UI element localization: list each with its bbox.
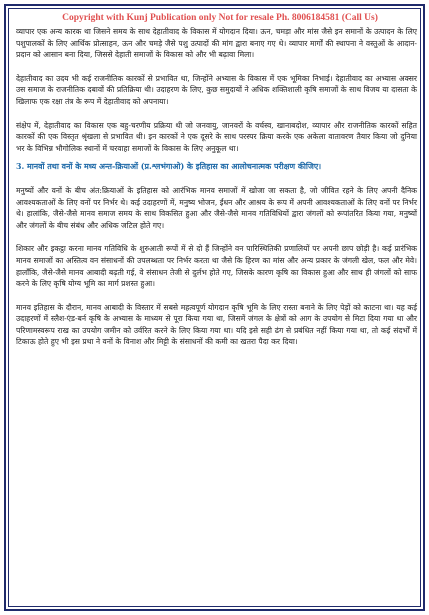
paragraph-forests: मनुष्यों और वनों के बीच अंत:क्रियाओं के इतिहास को आरंभिक मानव समाजों में खोजा जा सकता है, जो जीवित रहने के लिए अपनी दैनिक आवश्यकताओं के लिए वनों पर निर्भर थे। कई उदाहरणों में, मनुष्य भोजन, ईंधन और आश्रय के रूप में अपनी आवश्यकताओं के लिए वनों पर निर्भर थे। हालांकि, जैसे-जैसे मानव समाज समय के साथ विकसित हुआ और जैसे-जैसे मानव गतिविधियों द्वारा जंगलों को रूपांतरित किया गया, मनुष्यों और जंगलों के बीच संबंध और अधिक जटिल होते गए। xyxy=(16,185,417,230)
copyright-banner: Copyright with Kunj Publication only Not for resale Ph. 8006184581 (Call Us) xyxy=(62,13,378,23)
paragraph-politics: देहातीवाद का उदय भी कई राजनीतिक कारकों से प्रभावित था, जिन्होंने अभ्यास के विकास में एक भूमिका निभाई। देहातीवाद का अभ्यास अक्सर उस समाज के राजनीतिक दबावों की प्रतिक्रिया थी। उदाहरण के लिए, कुछ समुदायों ने अधिक शक्तिशाली कृषि समाजों के साथ विजय या दासता के खिलाफ एक रक्षा तंत्र के रूप में देहातीवाद को अपनाया। xyxy=(16,73,417,106)
question-heading: 3. मानवों तथा वनों के मध्य अन्त-क्रियाओं (प्र.श्लभंगाओ) के इतिहास का आलोचनात्मक परीक्षण कीजिए। xyxy=(16,162,322,172)
paragraph-hunting: शिकार और इकट्ठा करना मानव गतिविधि के शुरुआती रूपों में से दो हैं जिन्होंने वन पारिस्थितिकी प्रणालियों पर अपनी छाप छोड़ी है। कई प्रारंभिक मानव समाजों का अस्तित्व वन संसाधनों की उपलब्धता पर निर्भर करता था जैसे कि हिरण का मांस और अन्य प्रकार के जंगली खेल, फल और मेवे। हालाँकि, जैसे-जैसे मानव आबादी बढ़ती गई, वे संसाधन तेजी से दुर्लभ होते गए, जिसके कारण कृषि का विकास हुआ और साथ ही जंगलों को साफ करने के लिए कृषि योग्य भूमि का मार्ग प्रशस्त हुआ। xyxy=(16,244,417,289)
paragraph-trade: व्यापार एक अन्य कारक था जिसने समय के साथ देहातीवाद के विकास में योगदान दिया। ऊन, चमड़ा और मांस जैसे इन समानों के उत्पादन के लिए पशुपालकों के लिए आर्थिक प्रोत्साहन, ऊन और चमड़े जैसे पशु उत्पादों की मांग द्वारा बनाए गए थे। व्यापार मार्गों की स्थापना ने वस्तुओं के आदान-प्रदान को आसान बना दिया, जिससे देहाती समाजों के विकास को और भी बढ़ावा मिला। xyxy=(16,27,417,60)
paragraph-summary: संक्षेप में, देहातीवाद का विकास एक बहु-चरणीय प्रक्रिया थी जो जनवायु, जानवरों के वर्चस्व, खानाबदोश, व्यापार और राजनीतिक कारकों सहित कारकों की एक विस्तृत श्रृंखला से प्रभावित थी। इन कारकों ने एक दूसरे के साथ परस्पर क्रिया करके एक अकेला वातावरण तैयार किया जो दुनिया भर के विभिन्न भौगोलिक स्थानों में चरवाहा समाजों के विकास के लिए अनुकूल था। xyxy=(16,120,417,153)
page-frame xyxy=(4,4,425,611)
paragraph-clearing: मानव इतिहास के दौरान, मानव आबादी के विस्तार में सबसे महत्वपूर्ण योगदान कृषि भूमि के लिए रास्ता बनाने के लिए पेड़ों को काटना था। यह कई उदाहरणों में स्लैश-एंड-बर्न कृषि के अभ्यास के माध्यम से पूरा किया गया था, जिसमें जंगल के क्षेत्रों को आग के उपयोग से मिटा दिया गया था और परिणामस्वरूप राख का उपयोग जमीन को उर्वरित करने के लिए किया गया था। यदि इसे सही ढंग से प्रबंधित नहीं किया गया था, तो कई संदर्भों में टिकाऊ होते हुए भी इस प्रथा ने वनों के विनाश और मिट्टी के संसाधनों की कमी का खतरा पैदा कर दिया। xyxy=(16,302,417,347)
page-content xyxy=(16,26,417,360)
